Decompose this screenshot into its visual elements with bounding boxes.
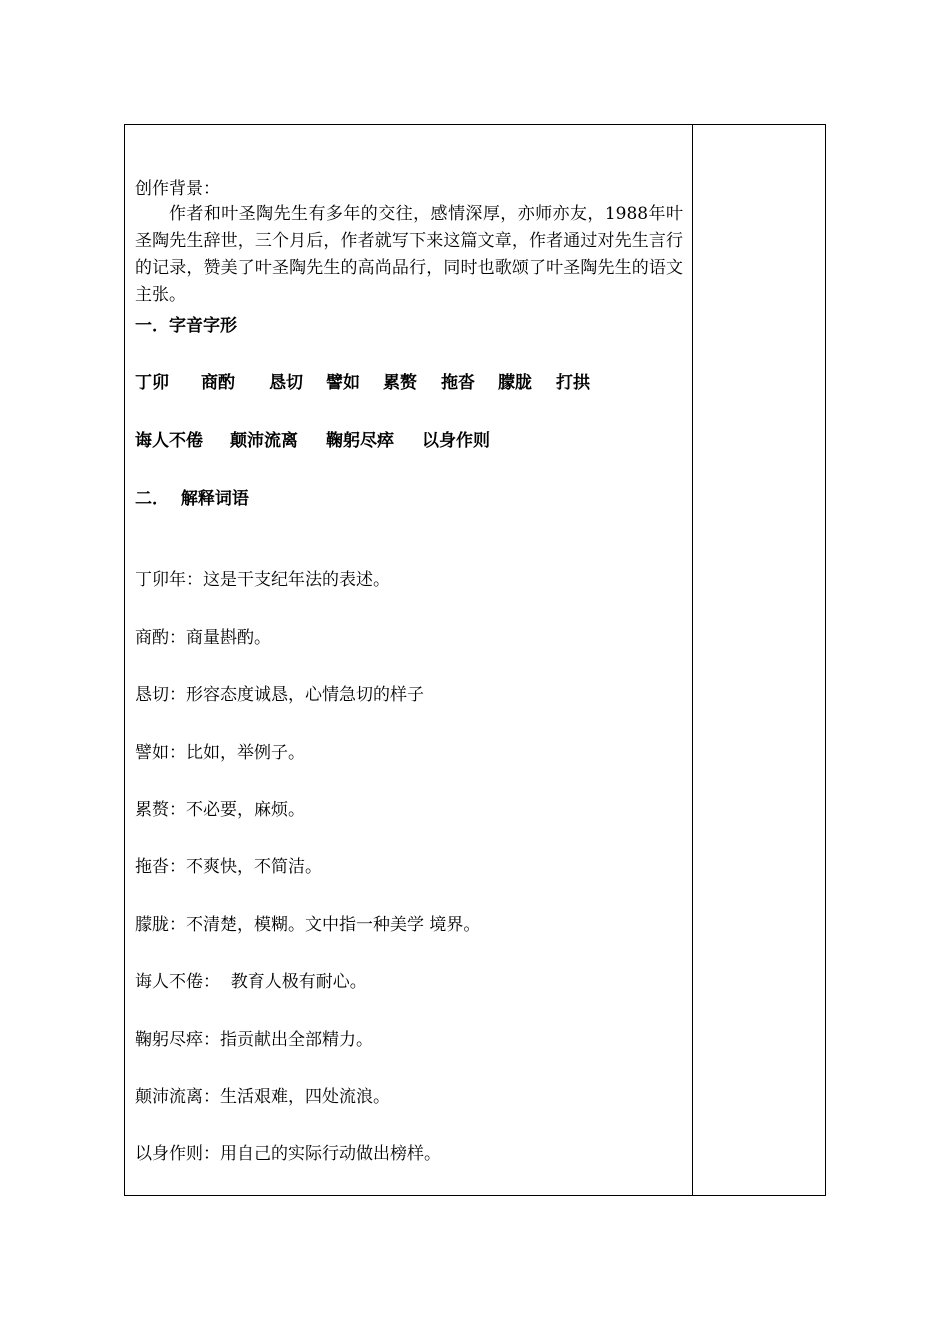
definition: 以身作则：用自己的实际行动做出榜样。 — [135, 1144, 441, 1164]
vocab-idiom: 鞠躬尽瘁 — [326, 431, 394, 451]
definition: 颠沛流离：生活艰难，四处流浪。 — [135, 1087, 390, 1107]
side-cell — [693, 125, 825, 1195]
vocab-idiom: 颠沛流离 — [230, 431, 298, 451]
vocab-idiom: 以身作则 — [422, 431, 490, 451]
vocab-word: 拖沓 — [441, 373, 475, 393]
section1-heading: 一．字音字形 — [135, 316, 237, 336]
vocab-word: 打拱 — [556, 373, 590, 393]
definition: 累赘：不必要，麻烦。 — [135, 800, 305, 820]
background-heading: 创作背景： — [135, 179, 220, 199]
vocab-word: 丁卯 — [135, 373, 169, 393]
definition: 丁卯年：这是干支纪年法的表述。 — [135, 570, 390, 590]
definition: 商酌：商量斟酌。 — [135, 628, 271, 648]
definition: 朦胧：不清楚，模糊。文中指一种美学 境界。 — [135, 915, 481, 935]
section2-heading: 二． 解释词语 — [135, 489, 249, 509]
lesson-table — [124, 124, 826, 1196]
definition: 拖沓：不爽快，不简洁。 — [135, 857, 322, 877]
vocab-word: 譬如 — [326, 373, 360, 393]
definition: 鞠躬尽瘁：指贡献出全部精力。 — [135, 1030, 373, 1050]
definition: 譬如：比如，举例子。 — [135, 743, 305, 763]
vocab-word: 累赘 — [383, 373, 417, 393]
definition: 恳切：形容态度诚恳，心情急切的样子 — [135, 685, 424, 705]
vocab-word: 朦胧 — [498, 373, 532, 393]
vocab-word: 恳切 — [269, 373, 303, 393]
vocab-idiom: 诲人不倦 — [135, 431, 203, 451]
vocab-word: 商酌 — [201, 373, 235, 393]
background-paragraph: 作者和叶圣陶先生有多年的交往，感情深厚，亦师亦友，1988年叶圣陶先生辞世，三个月后，作者就写下来这篇文章，作者通过对先生言行的记录，赞美了叶圣陶先生的高尚品行，同时也歌颂了叶圣陶先生的语文主张。 — [135, 204, 683, 305]
definition: 诲人不倦： 教育人极有耐心。 — [135, 972, 367, 992]
